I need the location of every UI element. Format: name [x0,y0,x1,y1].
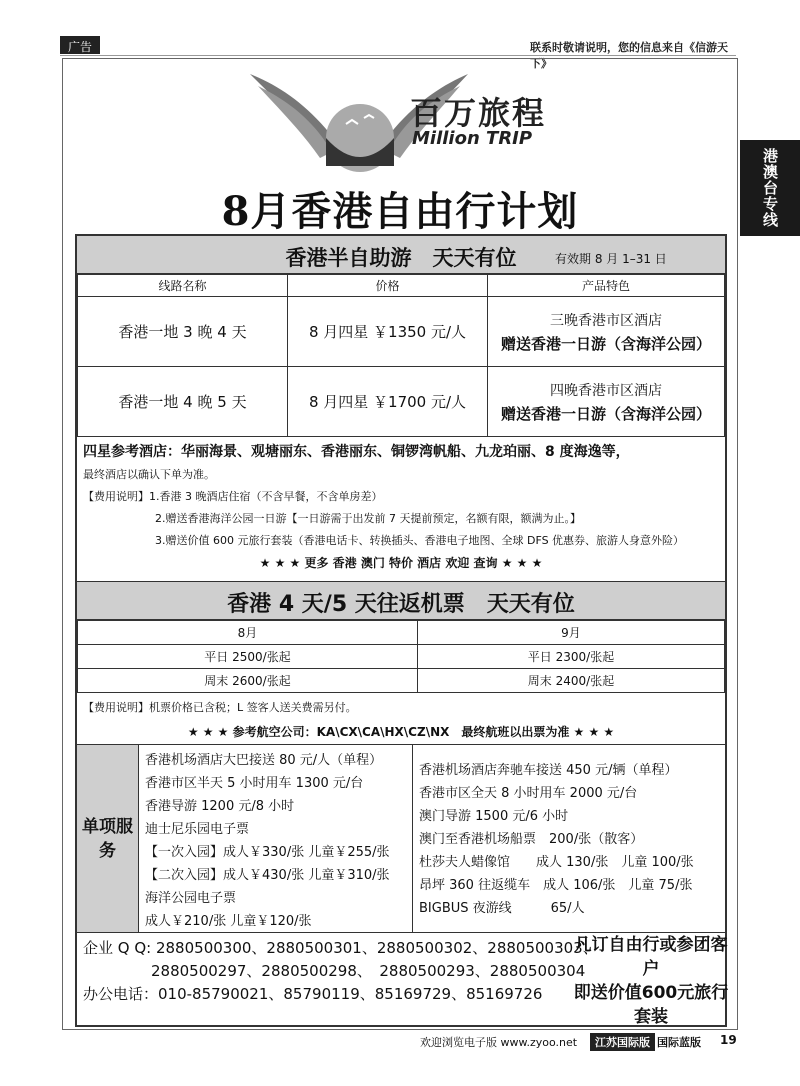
services-left [139,745,413,932]
feature-gift: 赠送香港一日游（含海洋公园） [500,334,711,353]
brand-name-en: Million TRIP [412,128,533,149]
list-item: BIGBUS 夜游线 65/人 [419,901,585,916]
services [77,745,725,933]
list-item: 香港机场酒店大巴接送 80 元/人（单程） [145,753,383,768]
promo-line-1: 凡订自由行或参团客户 [574,935,728,979]
page-number: 19 [720,1033,737,1047]
office-phone: 办公电话：010-85790021、85790119、85169729、85169726 [83,985,543,1003]
list-item: 成人￥210/张 儿童￥120/张 [145,914,312,929]
hotel-list: 四星参考酒店：华丽海景、观塘丽东、香港丽东、铜锣湾帆船、九龙珀丽、8 度海逸等， [83,444,630,460]
route-price: 8 月四星 ￥1700 元/人 [288,367,488,437]
table-row [78,645,725,669]
table-row [78,621,725,645]
list-item: 海洋公园电子票 [145,891,237,906]
section1-title: 香港半自助游 天天有位 [285,246,517,270]
list-item: 香港机场酒店奔驰车接送 450 元/辆（单程） [419,763,678,778]
route-name: 香港一地 4 晚 5 天 [78,367,288,437]
content-box [75,234,727,1027]
footer-section: 国际蓝版 [657,1036,701,1049]
ticket-table [77,620,725,693]
list-item: 澳门导游 1500 元/6 小时 [419,809,569,824]
promo-line-2: 即送价值600元旅行套装 [573,983,729,1027]
hotel-note: 最终酒店以确认下单为准。 [83,468,215,481]
top-bar [60,36,736,70]
section2-title: 香港 4 天/5 天往返机票 天天有位 [77,582,725,620]
promo [571,933,731,1029]
airlines: ★ ★ ★ 参考航空公司：KA\CX\CA\HX\CZ\NX 最终航班以出票为准 ★ ★ ★ [187,725,615,739]
services-right [413,745,725,932]
ticket-price: 平日 2500/张起 [78,645,418,669]
more-info: ★ ★ ★ 更多 香港 澳门 特价 酒店 欢迎 查询 ★ ★ ★ [259,556,543,570]
list-item: 【二次入园】成人￥430/张 儿童￥310/张 [145,868,390,883]
section1-header [77,236,725,274]
services-label: 单项服务 [77,745,139,932]
fee-note-3: 3.赠送价值 600 元旅行套装（香港电话卡、转换插头、香港电子地图、全球 DFS 优惠券、旅游人身意外险） [155,534,685,547]
list-item: 杜莎夫人蜡像馆 成人 130/张 儿童 100/张 [419,855,694,870]
table-row [78,669,725,693]
route-price: 8 月四星 ￥1350 元/人 [288,297,488,367]
validity: 有效期 8 月 1–31 日 [555,252,667,266]
route-name: 香港一地 3 晚 4 天 [78,297,288,367]
ticket-fee-note: 【费用说明】机票价格已含税；L 签客人送关费需另付。 [83,701,357,714]
page-title: 8月香港自由行计划 [221,188,579,235]
list-item: 澳门至香港机场船票 200/张（散客） [419,832,644,847]
section2-notes [77,693,725,745]
list-item: 昂坪 360 往返缆车 成人 106/张 儿童 75/张 [419,878,693,893]
fee-note-1: 【费用说明】1.香港 3 晚酒店住宿（不含早餐，不含单房差） [83,490,383,503]
contact-info [77,933,729,1027]
ticket-price: 周末 2400/张起 [418,669,725,693]
footer [60,1034,740,1052]
footer-edition: 江苏国际版 [590,1033,655,1051]
qq-line-2: 2880500297、2880500298、 2880500293、2880500304 [151,962,586,980]
section1-notes [77,437,725,582]
brand-name-cn: 百万旅程 [410,94,547,132]
ticket-price: 平日 2300/张起 [418,645,725,669]
fee-note-2: 2.赠送香港海洋公园一日游【一日游需于出发前 7 天提前预定，名额有限，额满为止。】 [155,512,581,525]
contact-note: 联系时敬请说明，您的信息来自《信游天下》 [530,41,728,70]
qq-line-1: 企业 Q Q: 2880500300、2880500301、2880500302、2880500303、 [83,939,598,957]
table-row [78,367,725,437]
feature-gift: 赠送香港一日游（含海洋公园） [500,404,711,423]
list-item: 香港市区全天 8 小时用车 2000 元/台 [419,786,638,801]
side-tab: 港澳台专线 [740,140,800,236]
route-feature [488,367,725,437]
route-feature [488,297,725,367]
list-item: 香港导游 1200 元/8 小时 [145,799,295,814]
ad-tag: 广告 [60,36,100,54]
feature-hotel: 四晚香港市区酒店 [550,382,662,399]
col-price: 价格 [288,275,488,297]
list-item: 香港市区半天 5 小时用车 1300 元/台 [145,776,364,791]
col-feature: 产品特色 [488,275,725,297]
route-table [77,274,725,437]
month-header: 9月 [418,621,725,645]
list-item: 迪士尼乐园电子票 [145,822,250,837]
list-item: 【一次入园】成人￥330/张 儿童￥255/张 [145,845,390,860]
footer-web: 欢迎浏览电子版 www.zyoo.net [420,1036,578,1049]
col-route: 线路名称 [78,275,288,297]
table-row [78,297,725,367]
feature-hotel: 三晚香港市区酒店 [550,312,662,329]
ticket-price: 周末 2600/张起 [78,669,418,693]
month-header: 8月 [78,621,418,645]
